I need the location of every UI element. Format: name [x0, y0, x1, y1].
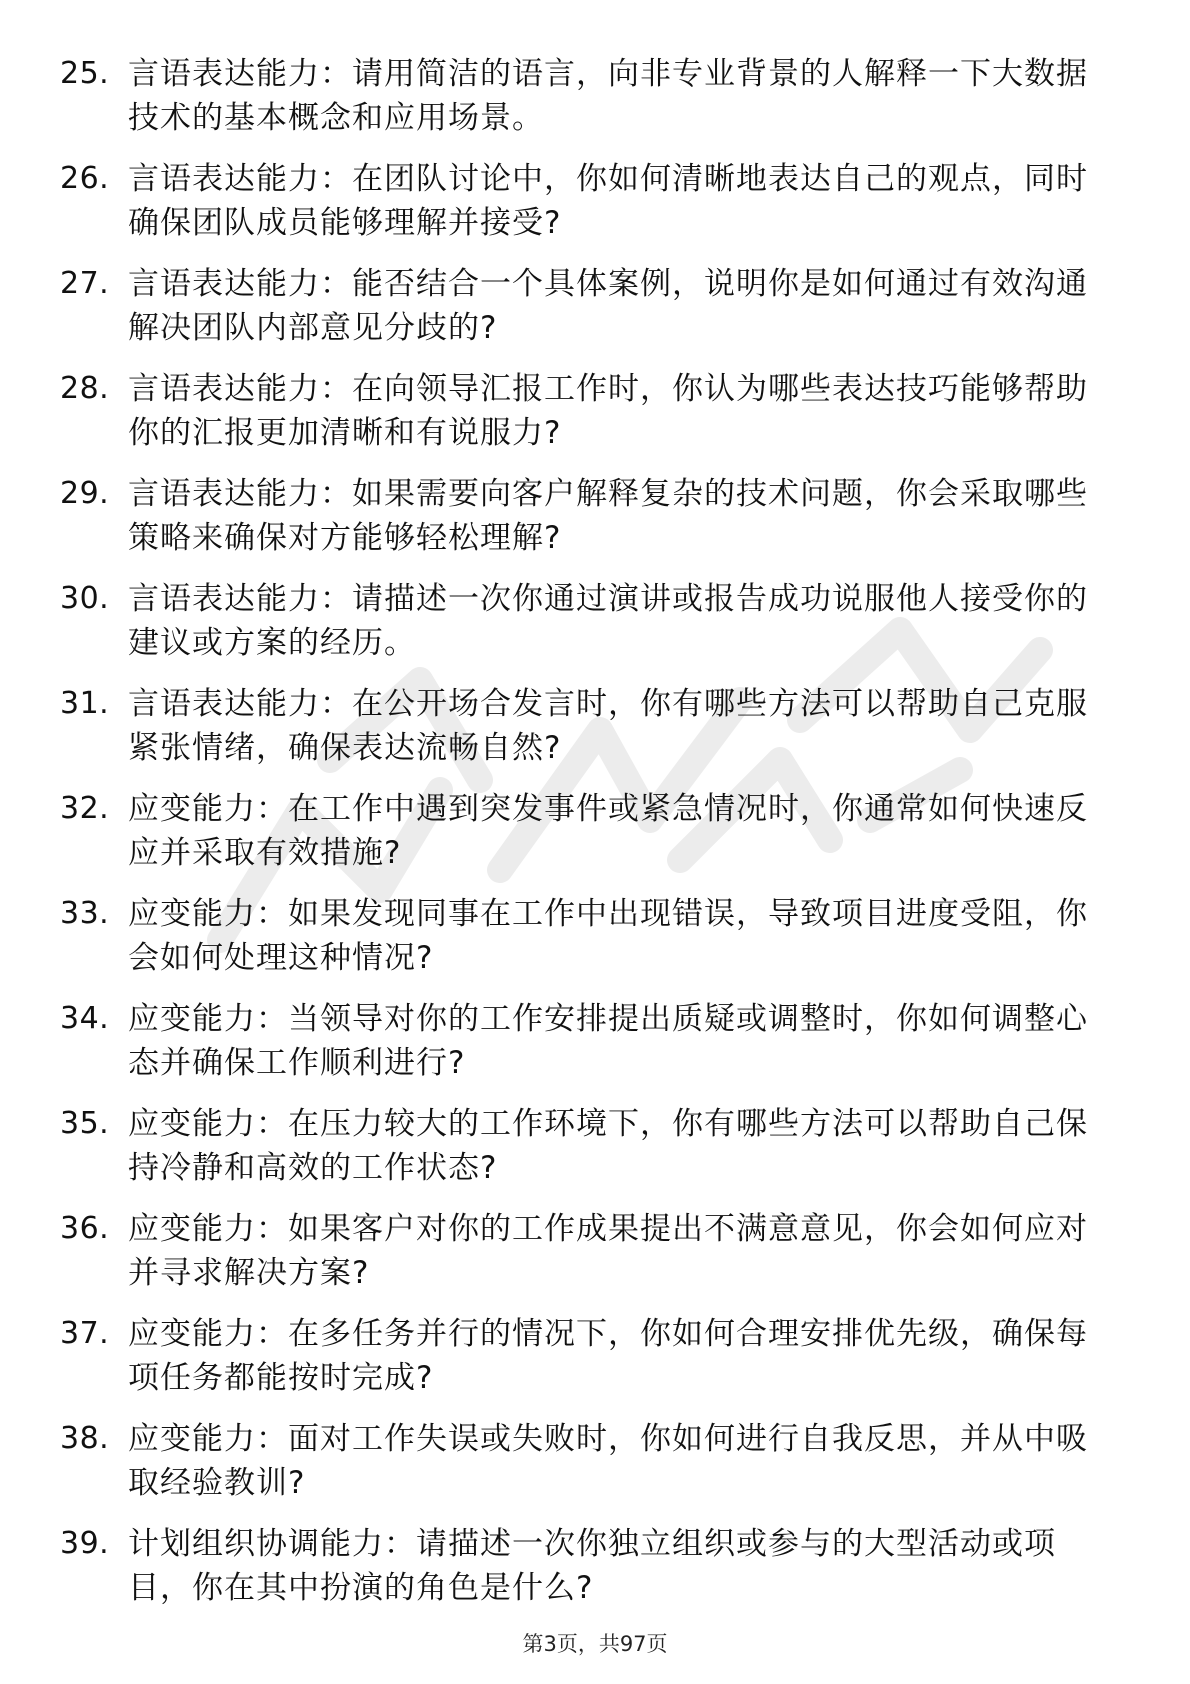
- question-item-32: [60, 787, 1110, 892]
- question-number: 36.: [60, 1211, 110, 1246]
- question-text: 言语表达能力：请用简洁的语言，向非专业背景的人解释一下大数据技术的基本概念和应用场景。: [128, 56, 1088, 136]
- question-number: 34.: [60, 1001, 110, 1036]
- question-text: 言语表达能力：能否结合一个具体案例，说明你是如何通过有效沟通解决团队内部意见分歧的?: [128, 266, 1088, 346]
- question-text: 应变能力：如果发现同事在工作中出现错误，导致项目进度受阻，你会如何处理这种情况?: [128, 896, 1088, 976]
- question-text: 应变能力：在工作中遇到突发事件或紧急情况时，你通常如何快速反应并采取有效措施?: [128, 791, 1088, 871]
- question-item-33: [60, 892, 1110, 997]
- question-number: 37.: [60, 1316, 110, 1351]
- question-number: 30.: [60, 581, 110, 616]
- question-number: 28.: [60, 371, 110, 406]
- question-item-26: [60, 157, 1110, 262]
- question-number: 32.: [60, 791, 110, 826]
- question-number: 26.: [60, 161, 110, 196]
- question-item-36: [60, 1207, 1110, 1312]
- page-footer: [0, 1628, 1190, 1658]
- question-number: 31.: [60, 686, 110, 721]
- question-text: 言语表达能力：请描述一次你通过演讲或报告成功说服他人接受你的建议或方案的经历。: [128, 581, 1088, 661]
- question-item-37: [60, 1312, 1110, 1417]
- question-number: 39.: [60, 1526, 110, 1561]
- question-item-25: [60, 52, 1110, 157]
- question-text: 应变能力：面对工作失误或失败时，你如何进行自我反思，并从中吸取经验教训?: [128, 1421, 1088, 1501]
- question-text: 言语表达能力：如果需要向客户解释复杂的技术问题，你会采取哪些策略来确保对方能够轻松理解?: [128, 476, 1088, 556]
- question-number: 38.: [60, 1421, 110, 1456]
- question-item-29: [60, 472, 1110, 577]
- page-number-label: 第3页，共97页: [522, 1632, 668, 1656]
- question-item-34: [60, 997, 1110, 1102]
- question-list: [60, 52, 1110, 1627]
- question-item-35: [60, 1102, 1110, 1207]
- question-text: 应变能力：当领导对你的工作安排提出质疑或调整时，你如何调整心态并确保工作顺利进行?: [128, 1001, 1088, 1081]
- question-text: 计划组织协调能力：请描述一次你独立组织或参与的大型活动或项目，你在其中扮演的角色是什么?: [128, 1526, 1056, 1606]
- question-item-30: [60, 577, 1110, 682]
- question-text: 应变能力：在多任务并行的情况下，你如何合理安排优先级，确保每项任务都能按时完成?: [128, 1316, 1088, 1396]
- question-text: 言语表达能力：在团队讨论中，你如何清晰地表达自己的观点，同时确保团队成员能够理解并接受?: [128, 161, 1088, 241]
- question-item-39: [60, 1522, 1110, 1627]
- question-text: 应变能力：如果客户对你的工作成果提出不满意意见，你会如何应对并寻求解决方案?: [128, 1211, 1088, 1291]
- question-item-38: [60, 1417, 1110, 1522]
- question-text: 言语表达能力：在公开场合发言时，你有哪些方法可以帮助自己克服紧张情绪，确保表达流畅自然?: [128, 686, 1088, 766]
- question-text: 应变能力：在压力较大的工作环境下，你有哪些方法可以帮助自己保持冷静和高效的工作状态?: [128, 1106, 1088, 1186]
- question-number: 35.: [60, 1106, 110, 1141]
- question-item-31: [60, 682, 1110, 787]
- question-item-27: [60, 262, 1110, 367]
- question-number: 27.: [60, 266, 110, 301]
- question-text: 言语表达能力：在向领导汇报工作时，你认为哪些表达技巧能够帮助你的汇报更加清晰和有说服力?: [128, 371, 1088, 451]
- question-number: 29.: [60, 476, 110, 511]
- question-number: 33.: [60, 896, 110, 931]
- question-item-28: [60, 367, 1110, 472]
- question-number: 25.: [60, 56, 110, 91]
